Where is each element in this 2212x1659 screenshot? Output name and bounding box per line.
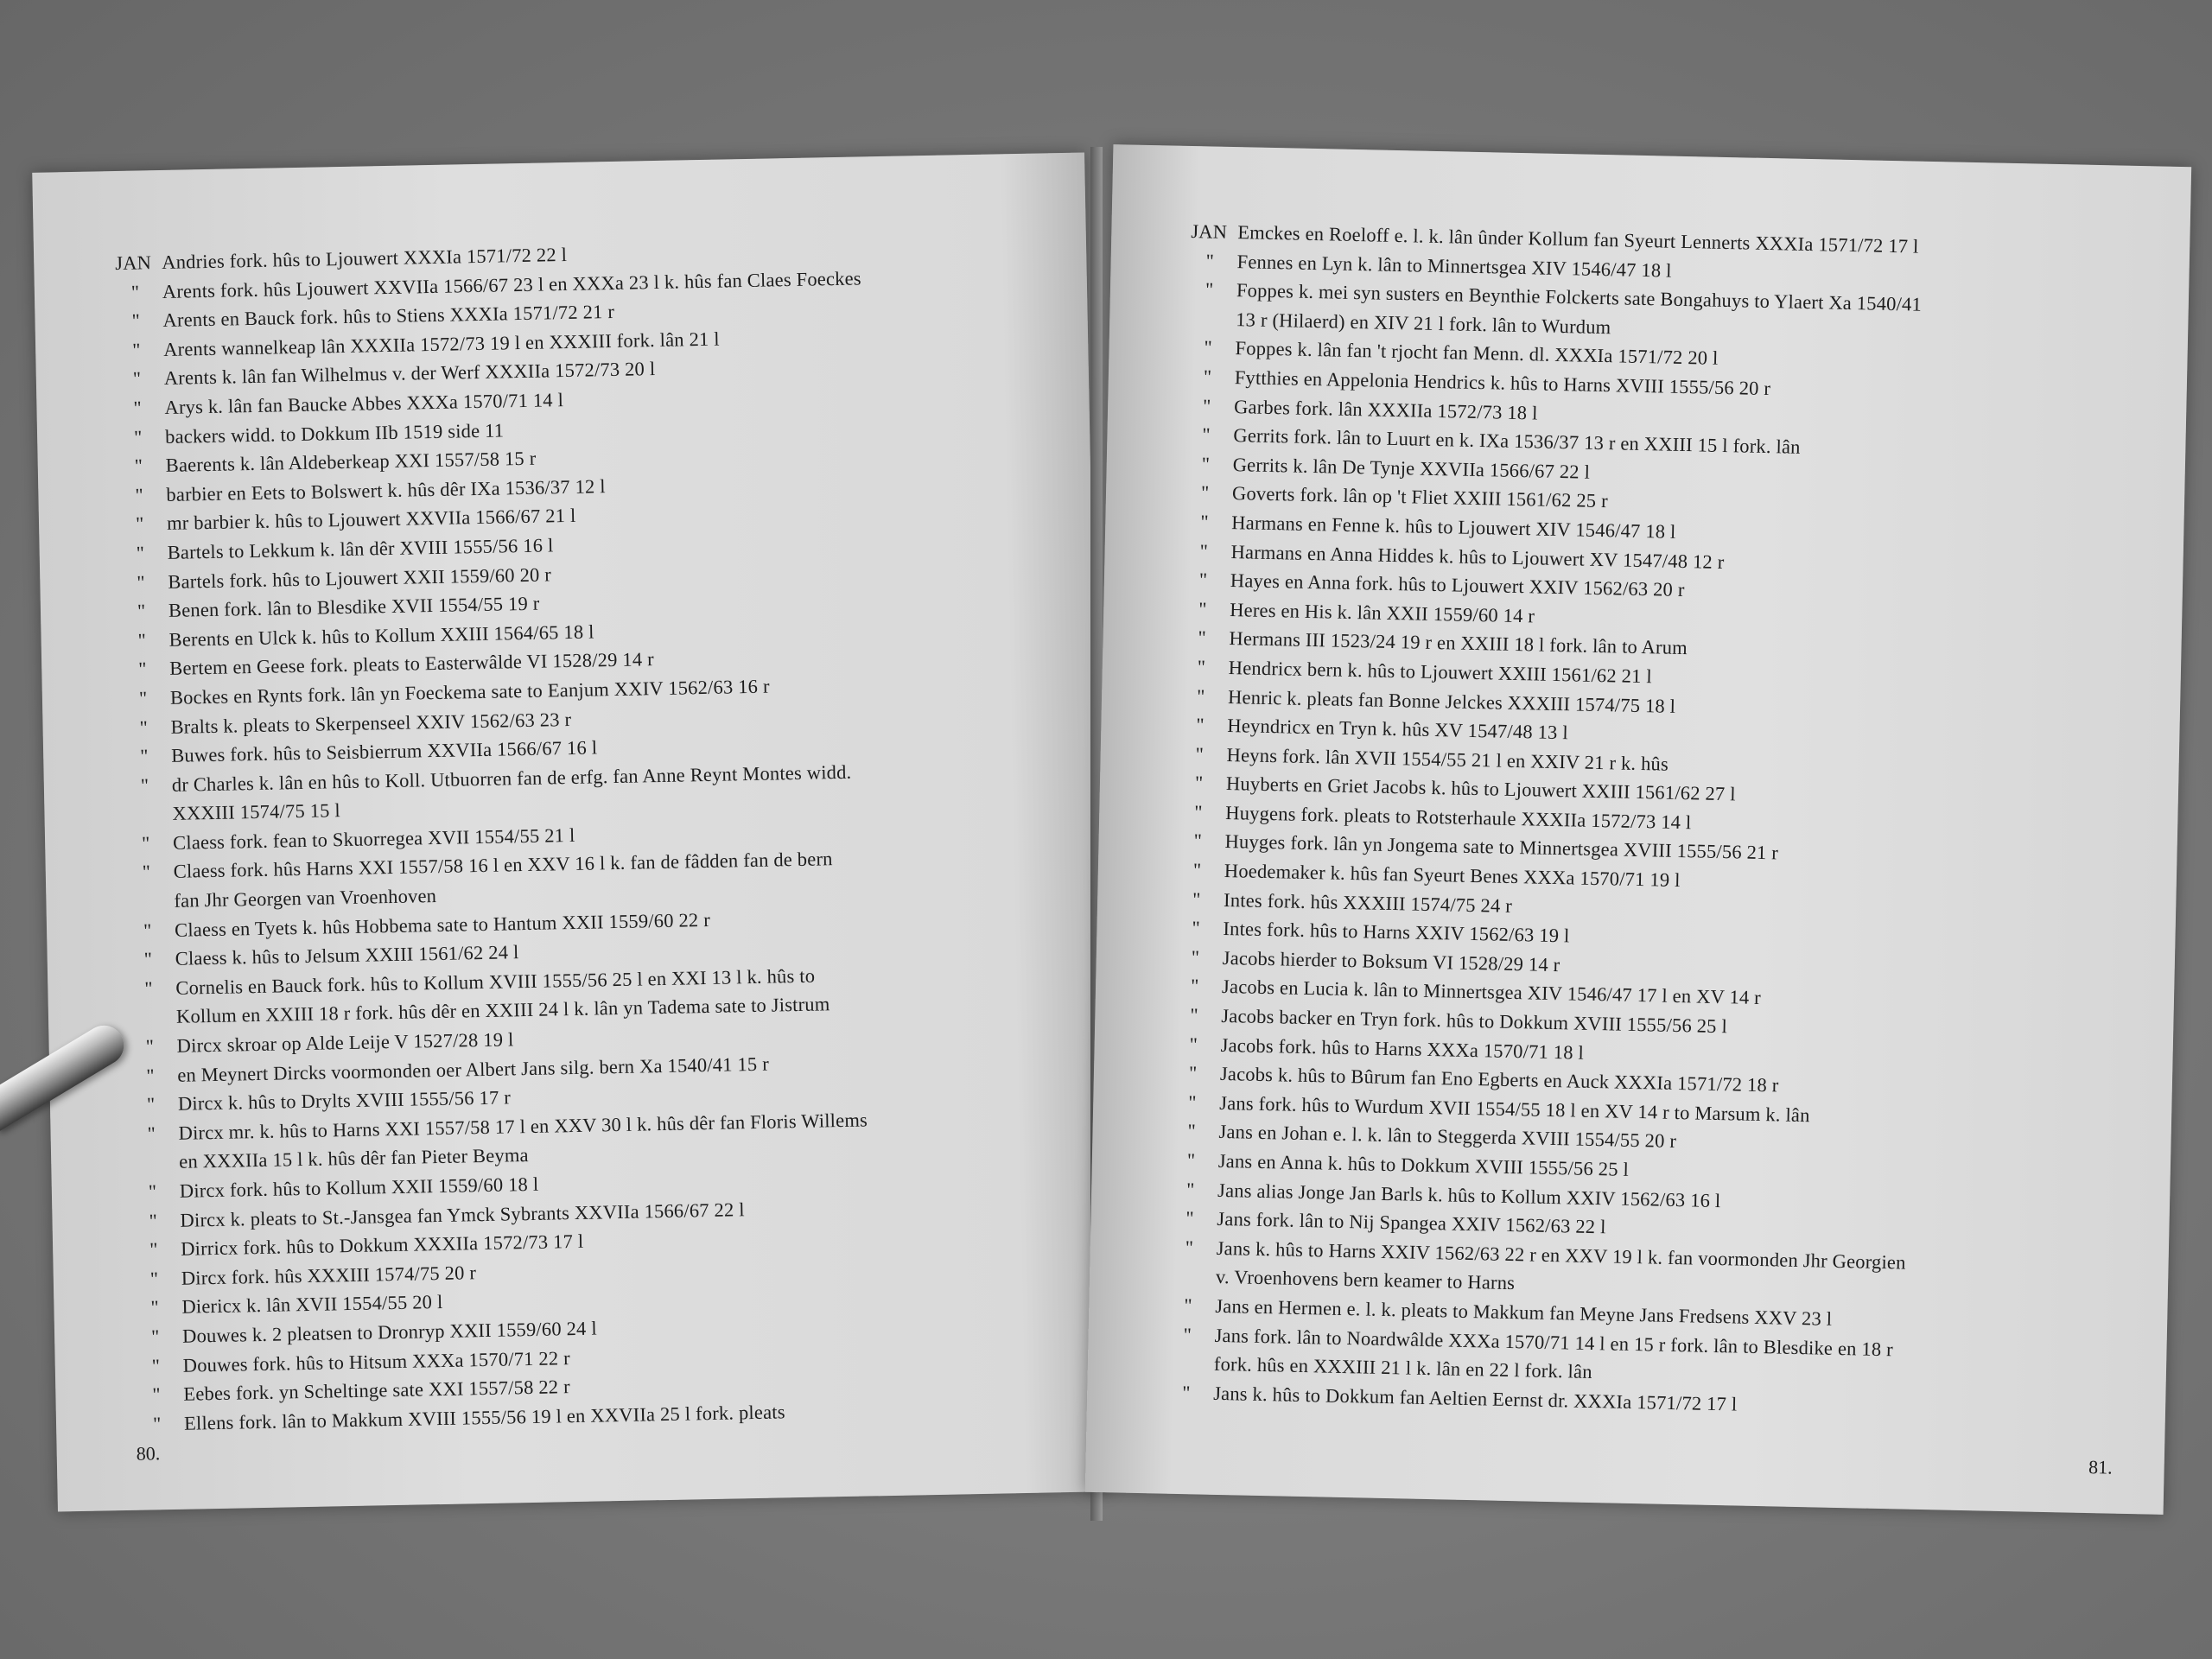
- entry-text: Jacobs k. hûs to Bûrum fan Eno Egberts en Auck XXXIa 1571/72 18 r: [1219, 1063, 1779, 1096]
- entry-text: Dircx k. pleats to St.-Jansgea fan Ymck Sybrants XXVIIa 1566/67 22 l: [180, 1198, 745, 1231]
- ditto-mark: ": [1193, 830, 1203, 852]
- entry-text: Huyges fork. lân yn Jongema sate to Minnertsgea XVIII 1555/56 21 r: [1224, 830, 1779, 864]
- entry-text: Claess fork. fean to Skuorregea XVII 1554/55 21 l: [172, 823, 575, 854]
- entry-text: Arents fork. hûs Ljouwert XXVIIa 1566/67 23 l en XXXa 23 l k. hûs fan Claes Foeckes: [162, 267, 861, 302]
- ditto-mark: ": [145, 1035, 155, 1058]
- ditto-mark: ": [133, 426, 143, 448]
- right-entry-list: [1166, 217, 2151, 1427]
- ditto-mark: ": [130, 281, 140, 303]
- page-number-left: 80.: [136, 1442, 161, 1465]
- ditto-mark: ": [148, 1180, 157, 1203]
- ditto-mark: ": [144, 977, 154, 1000]
- entry-text: Hermans III 1523/24 19 r en XXIII 18 l fork. lân to Arum: [1229, 627, 1688, 659]
- ditto-mark: ": [1197, 656, 1206, 678]
- entry-text: Foppes k. mei syn susters en Beynthie Folckerts sate Bongahuys to Ylaert Xa 1540/41 13 r (Hilaerd) en XIV 21 l fork. lân to Wurdum: [1236, 279, 1923, 338]
- entry-text: Huygens fork. pleats to Rotsterhaule XXXIIa 1572/73 14 l: [1225, 801, 1692, 834]
- ditto-mark: ": [1198, 598, 1207, 620]
- entry-text: Jacobs backer en Tryn fork. hûs to Dokkum XVIII 1555/56 25 l: [1221, 1004, 1728, 1038]
- ditto-mark: ": [137, 570, 145, 594]
- ditto-mark: ": [1196, 714, 1205, 736]
- entry-text: Foppes k. lân fan 't rjocht fan Menn. dl. XXXIa 1571/72 20 l: [1235, 337, 1719, 370]
- entry-text: Jacobs fork. hûs to Harns XXXa 1570/71 18 l: [1220, 1033, 1585, 1064]
- surname-heading: JAN: [1191, 220, 1228, 243]
- ditto-mark: ": [146, 1093, 156, 1116]
- ditto-mark: ": [1192, 887, 1201, 911]
- entry-text: Intes fork. hûs to Harns XXIV 1562/63 19 l: [1223, 918, 1570, 947]
- entry-text: Huyberts en Griet Jacobs k. hûs to Ljouwert XXIII 1561/62 27 l: [1225, 772, 1736, 805]
- ditto-mark: ": [135, 484, 144, 506]
- entry-text: Arents en Bauck fork. hûs to Stiens XXXIa 1571/72 21 r: [162, 301, 615, 332]
- entry-text: Jacobs hierder to Boksum VI 1528/29 14 r: [1222, 946, 1560, 976]
- ditto-mark: ": [1199, 539, 1209, 563]
- entry-text: Bralts k. pleats to Skerpenseel XXIV 1562/63 23 r: [170, 708, 572, 738]
- right-page: [1085, 144, 2191, 1515]
- entry-text: Jans fork. hûs to Wurdum XVII 1554/55 18 l en XV 14 r to Marsum k. lân: [1219, 1091, 1810, 1127]
- entry-text: Garbes fork. lân XXXIIa 1572/73 18 l: [1233, 395, 1538, 424]
- entry-text: Jans fork. lân to Noardwâlde XXXa 1570/71 14 l en 15 r fork. lân to Blesdike en 18 r fork. hûs en XXXIII 21 l k. lân en 22 l fork. lân: [1213, 1324, 1894, 1383]
- ditto-mark: ": [1190, 975, 1199, 997]
- ditto-mark: ": [149, 1268, 159, 1290]
- ditto-mark: ": [133, 397, 143, 419]
- entry-text: Dircx skroar op Alde Leije V 1527/28 19 l: [176, 1028, 514, 1057]
- ditto-mark: ": [1198, 626, 1207, 649]
- ditto-mark: ": [1200, 481, 1210, 504]
- ditto-mark: ": [134, 454, 143, 477]
- entry-text: Buwes fork. hûs to Seisbierrum XXVIIa 1566/67 16 l: [170, 736, 598, 766]
- ditto-mark: ": [1205, 249, 1215, 272]
- ditto-mark: ": [136, 542, 145, 564]
- entry-text: Gerrits k. lân De Tynje XXVIIa 1566/67 22 l: [1232, 453, 1591, 483]
- ditto-mark: ": [131, 309, 141, 332]
- ditto-mark: ": [1186, 1149, 1196, 1172]
- entry-text: Douwes k. 2 pleatsen to Dronryp XXII 1559/60 24 l: [181, 1317, 597, 1347]
- ditto-mark: ": [1194, 772, 1204, 794]
- entry-text: Henric k. pleats fan Bonne Jelckes XXXIII 1574/75 18 l: [1227, 685, 1676, 717]
- ditto-mark: ": [152, 1412, 162, 1435]
- ditto-mark: ": [142, 861, 151, 884]
- left-entry-list: [115, 232, 1053, 1439]
- entry-text: Jacobs en Lucia k. lân to Minnertsgea XIV 1546/47 17 l en XV 14 r: [1221, 976, 1762, 1009]
- ditto-mark: ": [150, 1325, 160, 1348]
- ditto-mark: ": [152, 1383, 162, 1406]
- left-page: [32, 152, 1110, 1511]
- ditto-mark: ": [1187, 1120, 1197, 1142]
- ditto-mark: ": [1196, 684, 1205, 707]
- entry-text: Diericx k. lân XVII 1554/55 20 l: [181, 1291, 443, 1319]
- entry-text: Hayes en Anna fork. hûs to Ljouwert XXIV 1562/63 20 r: [1230, 569, 1685, 601]
- entry-text: Claess fork. hûs Harns XXI 1557/58 16 l en XXV 16 l k. fan de fâdden fan de bern fan Jhr Georgen van Vroenhoven: [173, 848, 833, 912]
- entry-text: Claess k. hûs to Jelsum XXIII 1561/62 24 l: [175, 941, 519, 970]
- entry-text: Harmans en Anna Hiddes k. hûs to Ljouwert XV 1547/48 12 r: [1230, 540, 1725, 573]
- entry-text: mr barbier k. hûs to Ljouwert XXVIIa 1566/67 21 l: [166, 505, 576, 535]
- ditto-mark: ": [1201, 453, 1211, 475]
- entry-text: Jans k. hûs to Dokkum fan Aeltien Eernst dr. XXXIa 1571/72 17 l: [1212, 1382, 1738, 1415]
- entry-text: Arents wannelkeap lân XXXIIa 1572/73 19 l en XXXIII fork. lân 21 l: [162, 327, 720, 360]
- ditto-mark: ": [1183, 1323, 1192, 1345]
- ditto-mark: ": [141, 832, 150, 855]
- ditto-mark: ": [1203, 365, 1212, 388]
- surname-heading: JAN: [115, 251, 152, 275]
- ditto-mark: ": [1188, 1062, 1198, 1084]
- entry-text: Dircx k. hûs to Drylts XVIII 1555/56 17 r: [177, 1086, 512, 1116]
- ditto-mark: ": [1189, 1033, 1198, 1055]
- entry-text: Heyndricx en Tryn k. hûs XV 1547/48 13 l: [1227, 715, 1569, 744]
- ditto-mark: ": [147, 1122, 156, 1145]
- ditto-mark: ": [1202, 423, 1211, 446]
- ditto-mark: ": [1198, 569, 1208, 591]
- entry-text: Jans k. hûs to Harns XXIV 1562/63 22 r en XXV 19 l k. fan voormonden Jhr Georgien v. Vroenhovens bern keamer to Harns: [1215, 1236, 1906, 1294]
- ditto-mark: ": [143, 919, 152, 942]
- ditto-mark: ": [1204, 336, 1213, 359]
- entry-text: Fennes en Lyn k. lân to Minnertsgea XIV 1546/47 18 l: [1236, 250, 1672, 282]
- entry-text: Douwes fork. hûs to Hitsum XXXa 1570/71 22 r: [182, 1346, 571, 1376]
- entry-text: Bockes en Rynts fork. lân yn Foeckema sate to Eanjum XXIV 1562/63 16 r: [169, 675, 770, 709]
- ditto-mark: ": [1195, 742, 1205, 766]
- ditto-mark: ": [1191, 946, 1200, 969]
- ditto-mark: ": [137, 629, 147, 652]
- entry-text: Heyns fork. lân XVII 1554/55 21 l en XXIV 21 r k. hûs: [1226, 743, 1669, 775]
- ditto-mark: ": [138, 658, 147, 680]
- entry-text: Baerents k. lân Aldeberkeap XXI 1557/58 15 r: [165, 447, 537, 477]
- entry-text: Dircx mr. k. hûs to Harns XXI 1557/58 17 l en XXV 30 l k. hûs dêr fan Floris Willems en XXXIIa 15 l k. hûs dêr fan Pieter Beyma: [178, 1109, 868, 1173]
- entry-text: dr Charles k. lân en hûs to Koll. Utbuorren fan de erfg. fan Anne Reynt Montes widd. XXXIII 1574/75 15 l: [171, 760, 852, 825]
- entry-text: Bartels fork. hûs to Ljouwert XXII 1559/60 20 r: [168, 563, 552, 593]
- ditto-mark: ": [150, 1296, 160, 1319]
- ditto-mark: ": [139, 715, 149, 739]
- ditto-mark: ": [1185, 1207, 1195, 1230]
- ditto-mark: ": [131, 339, 141, 361]
- entry-text: Benen fork. lân to Blesdike XVII 1554/55 19 r: [168, 592, 540, 622]
- entry-text: Berents en Ulck k. hûs to Kollum XXIII 1564/65 18 l: [168, 620, 594, 651]
- ditto-mark: ": [139, 745, 149, 767]
- ditto-mark: ": [151, 1354, 161, 1376]
- ditto-mark: ": [1192, 917, 1201, 939]
- ditto-mark: ": [1185, 1178, 1195, 1200]
- entry-text: Jans en Johan e. l. k. lân to Steggerda XVIII 1554/55 20 r: [1218, 1121, 1677, 1153]
- entry-text: barbier en Eets to Bolswert k. hûs dêr IXa 1536/37 12 l: [166, 474, 606, 505]
- entry-text: Jans alias Jonge Jan Barls k. hûs to Kollum XXIV 1562/63 16 l: [1217, 1179, 1721, 1211]
- entry-text: Intes fork. hûs XXXIII 1574/75 24 r: [1223, 888, 1513, 917]
- entry-text: Emckes en Roeloff e. l. k. lân ûnder Kollum fan Syeurt Lennerts XXXIa 1571/72 17 l: [1237, 221, 1919, 257]
- entry-text: Fytthies en Appelonia Hendrics k. hûs to Harns XVIII 1555/56 20 r: [1234, 366, 1771, 400]
- ditto-mark: ": [138, 687, 148, 709]
- ditto-mark: ": [149, 1238, 158, 1261]
- ditto-mark: ": [1190, 1004, 1199, 1027]
- ditto-mark: ": [140, 774, 149, 797]
- ditto-mark: ": [143, 948, 153, 970]
- ditto-mark: ": [1188, 1090, 1197, 1114]
- ditto-mark: ": [1185, 1236, 1194, 1259]
- ditto-mark: ": [1184, 1294, 1193, 1317]
- entry-text: Cornelis en Bauck fork. hûs to Kollum XVIII 1555/56 25 l en XXI 13 l k. hûs to Kollum en XXIII 18 r fork. hûs dêr en XXIII 24 l k. lân yn Tadema sate to Jistrum: [175, 964, 830, 1028]
- entry-text: Gerrits fork. lân to Luurt en k. IXa 1536/37 13 r en XXIII 15 l fork. lân: [1233, 424, 1801, 458]
- ditto-mark: ": [132, 367, 142, 391]
- entry-text: Andries fork. hûs to Ljouwert XXXIa 1571/72 22 l: [162, 243, 568, 273]
- entry-text: Bartels to Lekkum k. lân dêr XVIII 1555/56 16 l: [167, 534, 554, 563]
- entry-text: Ellens fork. lân to Makkum XVIII 1555/56 19 l en XXVIIa 25 l fork. pleats: [183, 1401, 785, 1434]
- entry-text: Hendricx bern k. hûs to Ljouwert XXIII 1561/62 21 l: [1228, 656, 1653, 688]
- entry-text: Eebes fork. yn Scheltinge sate XXI 1557/58 22 r: [183, 1376, 570, 1405]
- entry-text: backers widd. to Dokkum IIb 1519 side 11: [164, 418, 505, 448]
- ditto-mark: ": [1202, 394, 1211, 417]
- ditto-mark: ": [1181, 1381, 1191, 1404]
- entry-text: Jans en Hermen e. l. k. pleats to Makkum fan Meyne Jans Fredsens XXV 23 l: [1215, 1294, 1833, 1330]
- entry-text: Harmans en Fenne k. hûs to Ljouwert XIV 1546/47 18 l: [1231, 512, 1676, 543]
- entry-text: en Meynert Dircks voormonden oer Albert Jans silg. bern Xa 1540/41 15 r: [177, 1052, 770, 1086]
- ditto-mark: ": [135, 512, 144, 535]
- entry-text: Bertem en Geese fork. pleats to Easterwâlde VI 1528/29 14 r: [169, 648, 655, 680]
- entry-text: Dircx fork. hûs XXXIII 1574/75 20 r: [181, 1261, 477, 1289]
- ditto-mark: ": [137, 600, 146, 622]
- entry-text: Claess en Tyets k. hûs Hobbema sate to Hantum XXII 1559/60 22 r: [174, 908, 711, 941]
- ditto-mark: ": [149, 1209, 158, 1232]
- ditto-mark: ": [1194, 801, 1203, 823]
- entry-text: Arys k. lân fan Baucke Abbes XXXa 1570/71 14 l: [164, 389, 564, 418]
- entry-text: Heres en His k. lân XXII 1559/60 14 r: [1229, 598, 1535, 627]
- ditto-mark: ": [146, 1064, 155, 1087]
- ditto-mark: ": [1200, 511, 1209, 533]
- entry-text: Arents k. lân fan Wilhelmus v. der Werf XXXIIa 1572/73 20 l: [163, 358, 656, 390]
- page-number-right: 81.: [2088, 1456, 2113, 1478]
- entry-text: Dirricx fork. hûs to Dokkum XXXIIa 1572/73 17 l: [180, 1230, 584, 1260]
- entry-text: Dircx fork. hûs to Kollum XXII 1559/60 18 l: [179, 1173, 539, 1202]
- entry-text: Hoedemaker k. hûs fan Syeurt Benes XXXa 1570/71 19 l: [1224, 860, 1681, 892]
- entry-text: Jans fork. lân to Nij Spangea XXIV 1562/63 22 l: [1217, 1208, 1606, 1238]
- entry-text: Goverts fork. lân op 't Fliet XXIII 1561/62 25 r: [1231, 482, 1609, 512]
- ditto-mark: ": [1192, 859, 1202, 881]
- entry-text: Jans en Anna k. hûs to Dokkum XVIII 1555/56 25 l: [1217, 1149, 1630, 1180]
- ditto-mark: ": [1205, 278, 1214, 301]
